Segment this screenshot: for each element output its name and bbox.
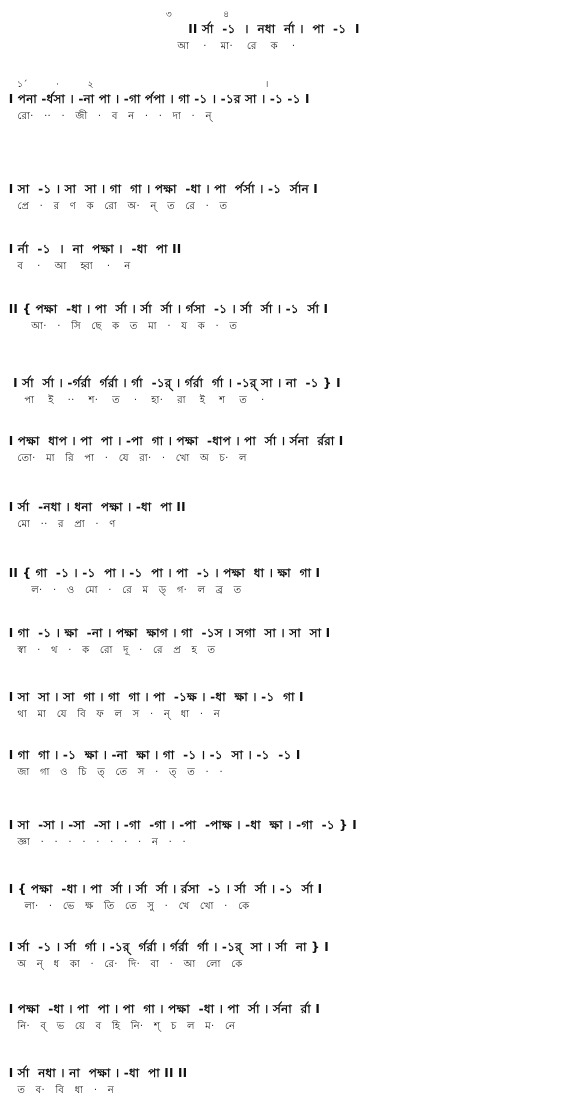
lyric-line: ব · আ হ্বা · ন bbox=[0, 261, 131, 272]
lyric-line: প্রে · র ণ ক রো অ· ন্ ত রে · ত bbox=[0, 201, 228, 212]
swara-line: I { পক্ষা -ধা । পা র্সা । র্সা র্সা । র্রসা -১ । র্সা র্সা । -১ র্সা I bbox=[0, 882, 323, 896]
lyric-line: মো ·· র প্রা · ণ bbox=[0, 519, 116, 530]
swara-line: I সা সা । সা গা । গা গা । পা -১ক্ষ । -ধা ক্ষা । -১ গা I bbox=[0, 690, 304, 704]
lyric-line: থা মা যে বি ফ ল স · ন্ ধা · ন bbox=[0, 709, 221, 720]
lyric-line: নি· ব্ ভ য়ে ব হি নি· শ্ চ ল ম· নে bbox=[0, 1021, 236, 1032]
lyric-line: রো· ·· · জী · ব ন · · দা · ন্ bbox=[0, 111, 212, 122]
lyric-line: আ· · সি ছে ক ত মা · য ক · ত bbox=[0, 321, 238, 332]
swara-line: I পনা -র্ধসা । -না পা । -গা র্পপা । গা -১ । -১র সা । -১ -১ I bbox=[0, 92, 310, 106]
swara-line: I পক্ষা -ধা । পা পা । পা গা । পক্ষা -ধা । পা র্সা । র্সনা র্রা I bbox=[0, 1002, 320, 1016]
lyric-line: ল· · ও মো · রে ম ড্ গ· ল ব্র ত bbox=[0, 585, 242, 596]
swara-line: I সা -১ । সা সা । গা গা । পক্ষা -ধা । পা র্পর্সা । -১ র্সান I bbox=[0, 182, 318, 196]
swara-line: II { পক্ষা -ধা । পা র্সা । র্সা র্সা । র্গসা -১ । র্সা র্সা । -১ র্সা I bbox=[0, 302, 329, 316]
beat-marks: ৩ ৪ bbox=[0, 10, 230, 20]
swara-line: I গা গা । -১ ক্ষা । -না ক্ষা । গা -১ । -১ সা । -১ -১ I bbox=[0, 748, 301, 762]
swara-line: I র্না -১ । না পক্ষা । -ধা পা II bbox=[0, 242, 182, 256]
lyric-line: অ ন্ ধ কা · রে· দি· বা · আ লো কে bbox=[0, 959, 243, 970]
lyric-line: ত ব· বি ধা · ন bbox=[0, 1085, 114, 1096]
swara-line: I র্সা র্সা । -র্গর্রা র্গর্রা । র্গা -১র্ । র্গর্রা র্গা । -১র্ সা । না -১ } I bbox=[0, 376, 341, 390]
swara-line: I গা -১ । ক্ষা -না । পক্ষা ক্ষাগ । গা -১স । সগা সা । সা সা I bbox=[0, 626, 331, 640]
lyric-line: আ · মা· রে ক · bbox=[0, 41, 296, 52]
swara-line: I র্সা নধা । না পক্ষা । -ধা পা II II bbox=[0, 1066, 188, 1080]
lyric-line: লা· · ভে ক্ষ তি তে সু · খে খো · কে bbox=[0, 901, 250, 912]
swara-line: I র্সা -নধা । ধনা পক্ষা । -ধা পা II bbox=[0, 500, 186, 514]
swara-line: I সা -সা । -সা -সা । -গা -গা । -পা -পাক্ষ । -ধা ক্ষা । -গা -১ } I bbox=[0, 818, 357, 832]
lyric-line: স্বা · থ · ক রো দূ · রে প্র হ ত bbox=[0, 645, 216, 656]
beat-marks: ১´ · ২ । bbox=[0, 80, 269, 90]
swara-line: I র্সা -১ । র্সা র্গা । -১র্ র্গর্রা । র্গর্রা র্গা । -১র্ সা । র্সা না } I bbox=[0, 940, 329, 954]
lyric-line: তো· মা রি পা · যে রা· · খো অ চ· ল bbox=[0, 453, 247, 464]
lyric-line: পা ই ·· শ· ত · হা· রা ই শ ত · bbox=[0, 395, 265, 406]
swara-line: II র্সা -১ । নধা র্না । পা -১ I bbox=[0, 22, 360, 36]
lyric-line: জা গা ও চি ত্ তে স · ত্ ত · · bbox=[0, 767, 223, 778]
lyric-line: জ্ঞা · · · · · · · · ন · · bbox=[0, 837, 187, 848]
swara-line: II { গা -১ । -১ পা । -১ পা । পা -১ । পক্ষা ধা । ক্ষা গা I bbox=[0, 566, 321, 580]
swara-line: I পক্ষা ধাপ । পা পা । -পা গা । পক্ষা -ধাপ । পা র্সা । র্সনা র্ররা I bbox=[0, 434, 344, 448]
